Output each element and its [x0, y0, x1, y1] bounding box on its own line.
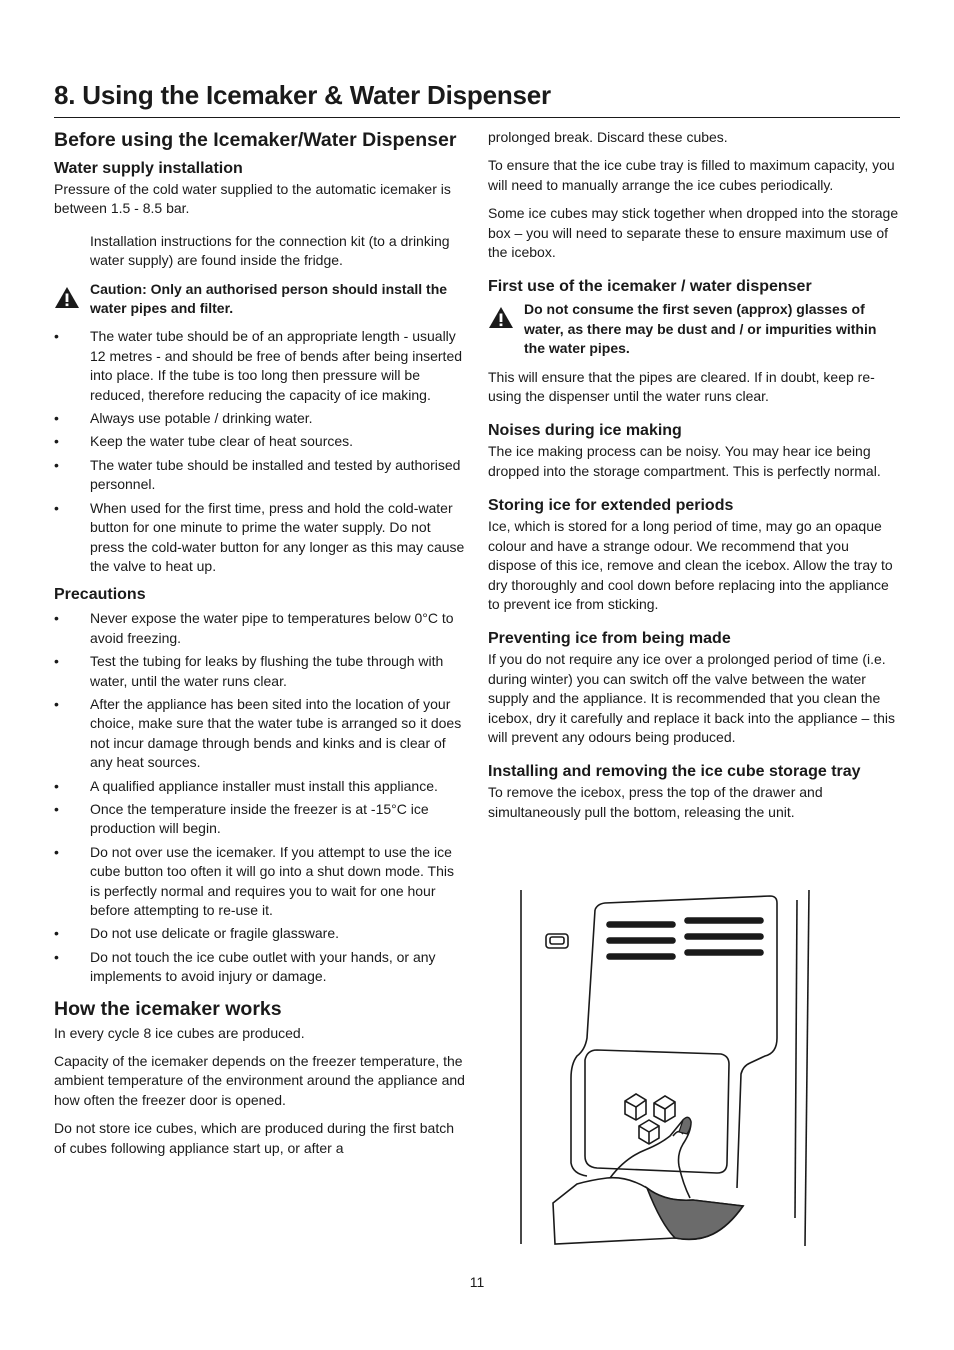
bullet: •	[54, 843, 59, 860]
stick-paragraph: Some ice cubes may stick together when dropped into the storage box – you will need to separate these to ensure maximum use of the icebox.	[488, 205, 899, 261]
how-paragraph-2: Capacity of the icemaker depends on the freezer temperature, the ambient temperature of the environment around the appliance and how often the freezer door is opened.	[54, 1053, 465, 1108]
right-column	[488, 128, 900, 822]
bullet: •	[54, 777, 59, 794]
how-paragraph-3: Do not store ice cubes, which are produced during the first batch of cubes following appliance start up, or after a	[54, 1120, 454, 1156]
page-number: 11	[469, 1274, 485, 1290]
warning-icon	[488, 306, 514, 329]
first-use-heading: First use of the icemaker / water dispenser	[488, 278, 812, 296]
bullet: •	[54, 410, 59, 427]
bullet: •	[54, 925, 59, 942]
bullet: •	[54, 610, 59, 627]
bullet: •	[54, 433, 59, 450]
bullet: •	[54, 653, 59, 670]
water-supply-heading: Water supply installation	[54, 160, 243, 177]
list-item: • After the appliance has been sited into the location of your choice, make sure that the water tube is arranged so it does not incur damage through bends and kinks and is clear of any heat sources.	[54, 695, 462, 771]
list-item: • The water tube should be of an appropriate length - usually 12 metres - and should be free of bends after being inserted into place. If the tube is too long then pressure will be reduced, therefore reducing the capacity of ice making.	[54, 328, 463, 403]
page-title: 8. Using the Icemaker & Water Dispenser	[54, 80, 900, 118]
noises-heading: Noises during ice making	[488, 422, 682, 440]
precautions-bullet-list	[54, 609, 466, 986]
list-item: • Test the tubing for leaks by flushing the tube through with water, until the water runs clear.	[54, 653, 444, 689]
supply-bullet-list	[54, 327, 466, 576]
precautions-heading: Precautions	[54, 586, 146, 604]
how-icemaker-works-heading: How the icemaker works	[54, 997, 282, 1020]
noises-paragraph: The ice making process can be noisy. You may hear ice being dropped into the storage compartment. This is perfectly normal.	[488, 443, 881, 479]
bullet: •	[54, 948, 59, 965]
bullet: •	[54, 456, 59, 473]
first-use-caution	[488, 300, 900, 358]
pressure-text: Pressure of the cold water supplied to the automatic icemaker is between 1.5 - 8.5 bar.	[54, 181, 451, 217]
how-paragraph-1: In every cycle 8 ice cubes are produced.	[54, 1024, 305, 1041]
list-item: • Do not over use the icemaker. If you attempt to use the ice cube button too often it will go into a shut down mode. This is perfectly normal and requires you to wait for one hour before attempting to re-use it.	[54, 843, 454, 918]
bullet: •	[54, 499, 59, 516]
tray-paragraph: To ensure that the ice cube tray is filled to maximum capacity, you will need to manually arrange the ice cubes periodically.	[488, 157, 895, 193]
warning-icon	[54, 286, 80, 309]
bullet: •	[54, 695, 59, 712]
installation-text: Installation instructions for the connection kit (to a drinking water supply) are found inside the fridge.	[90, 232, 450, 269]
list-item: • Do not touch the ice cube outlet with your hands, or any implements to avoid injury or damage.	[54, 948, 436, 985]
caution-text: Caution: Only an authorised person should install the water pipes and filter.	[90, 280, 448, 317]
storing-paragraph: Ice, which is stored for a long period of time, may go an opaque colour and have a strange odour. We recommend that you dispose of this ice, remove and clean the icebox. Allow the tray to dry thoroughly and cool down before replacing into the appliance to prevent ice from sticking.	[488, 518, 893, 612]
installing-paragraph: To remove the icebox, press the top of the drawer and simultaneously pull the bottom, releasing the unit.	[488, 784, 823, 820]
bullet: •	[54, 800, 59, 817]
list-item: • Always use potable / drinking water.	[54, 409, 466, 428]
preventing-heading: Preventing ice from being made	[488, 630, 731, 648]
first-use-paragraph: This will ensure that the pipes are cleared. If in doubt, keep re-using the dispenser until the water runs clear.	[488, 368, 875, 405]
storing-heading: Storing ice for extended periods	[488, 497, 734, 515]
list-item: • The water tube should be installed and tested by authorised personnel.	[54, 456, 461, 493]
caution-block	[54, 280, 466, 319]
list-item: • A qualified appliance installer must install this appliance.	[54, 777, 466, 796]
preventing-paragraph: If you do not require any ice over a prolonged period of time (i.e. during winter) you can switch off the valve between the water supply and the appliance. It is recommended that you clean the icebox, dry it carefully and replace it back into the appliance – this will prevent any odours being produced.	[488, 651, 896, 745]
list-item: • Never expose the water pipe to temperatures below 0°C to avoid freezing.	[54, 610, 454, 646]
before-using-heading: Before using the Icemaker/Water Dispenser	[54, 129, 457, 151]
list-item: • Do not use delicate or fragile glassware.	[54, 924, 466, 943]
continued-paragraph: prolonged break. Discard these cubes.	[488, 129, 728, 145]
icebox-removal-illustration	[515, 888, 815, 1250]
list-item: • Once the temperature inside the freezer is at -15°C ice production will begin.	[54, 800, 429, 837]
first-use-caution-text: Do not consume the first seven (approx) glasses of water, as there may be dust and / or impurities within the water pipes.	[524, 301, 877, 357]
installing-heading: Installing and removing the ice cube storage tray	[488, 763, 861, 781]
list-item: • Keep the water tube clear of heat sources.	[54, 432, 466, 451]
list-item: • When used for the first time, press and hold the cold-water button for one minute to prime the water supply. Do not press the cold-water button for any longer as this may cause the valve to heat up.	[54, 499, 465, 574]
bullet: •	[54, 328, 59, 345]
left-column	[54, 128, 466, 1158]
